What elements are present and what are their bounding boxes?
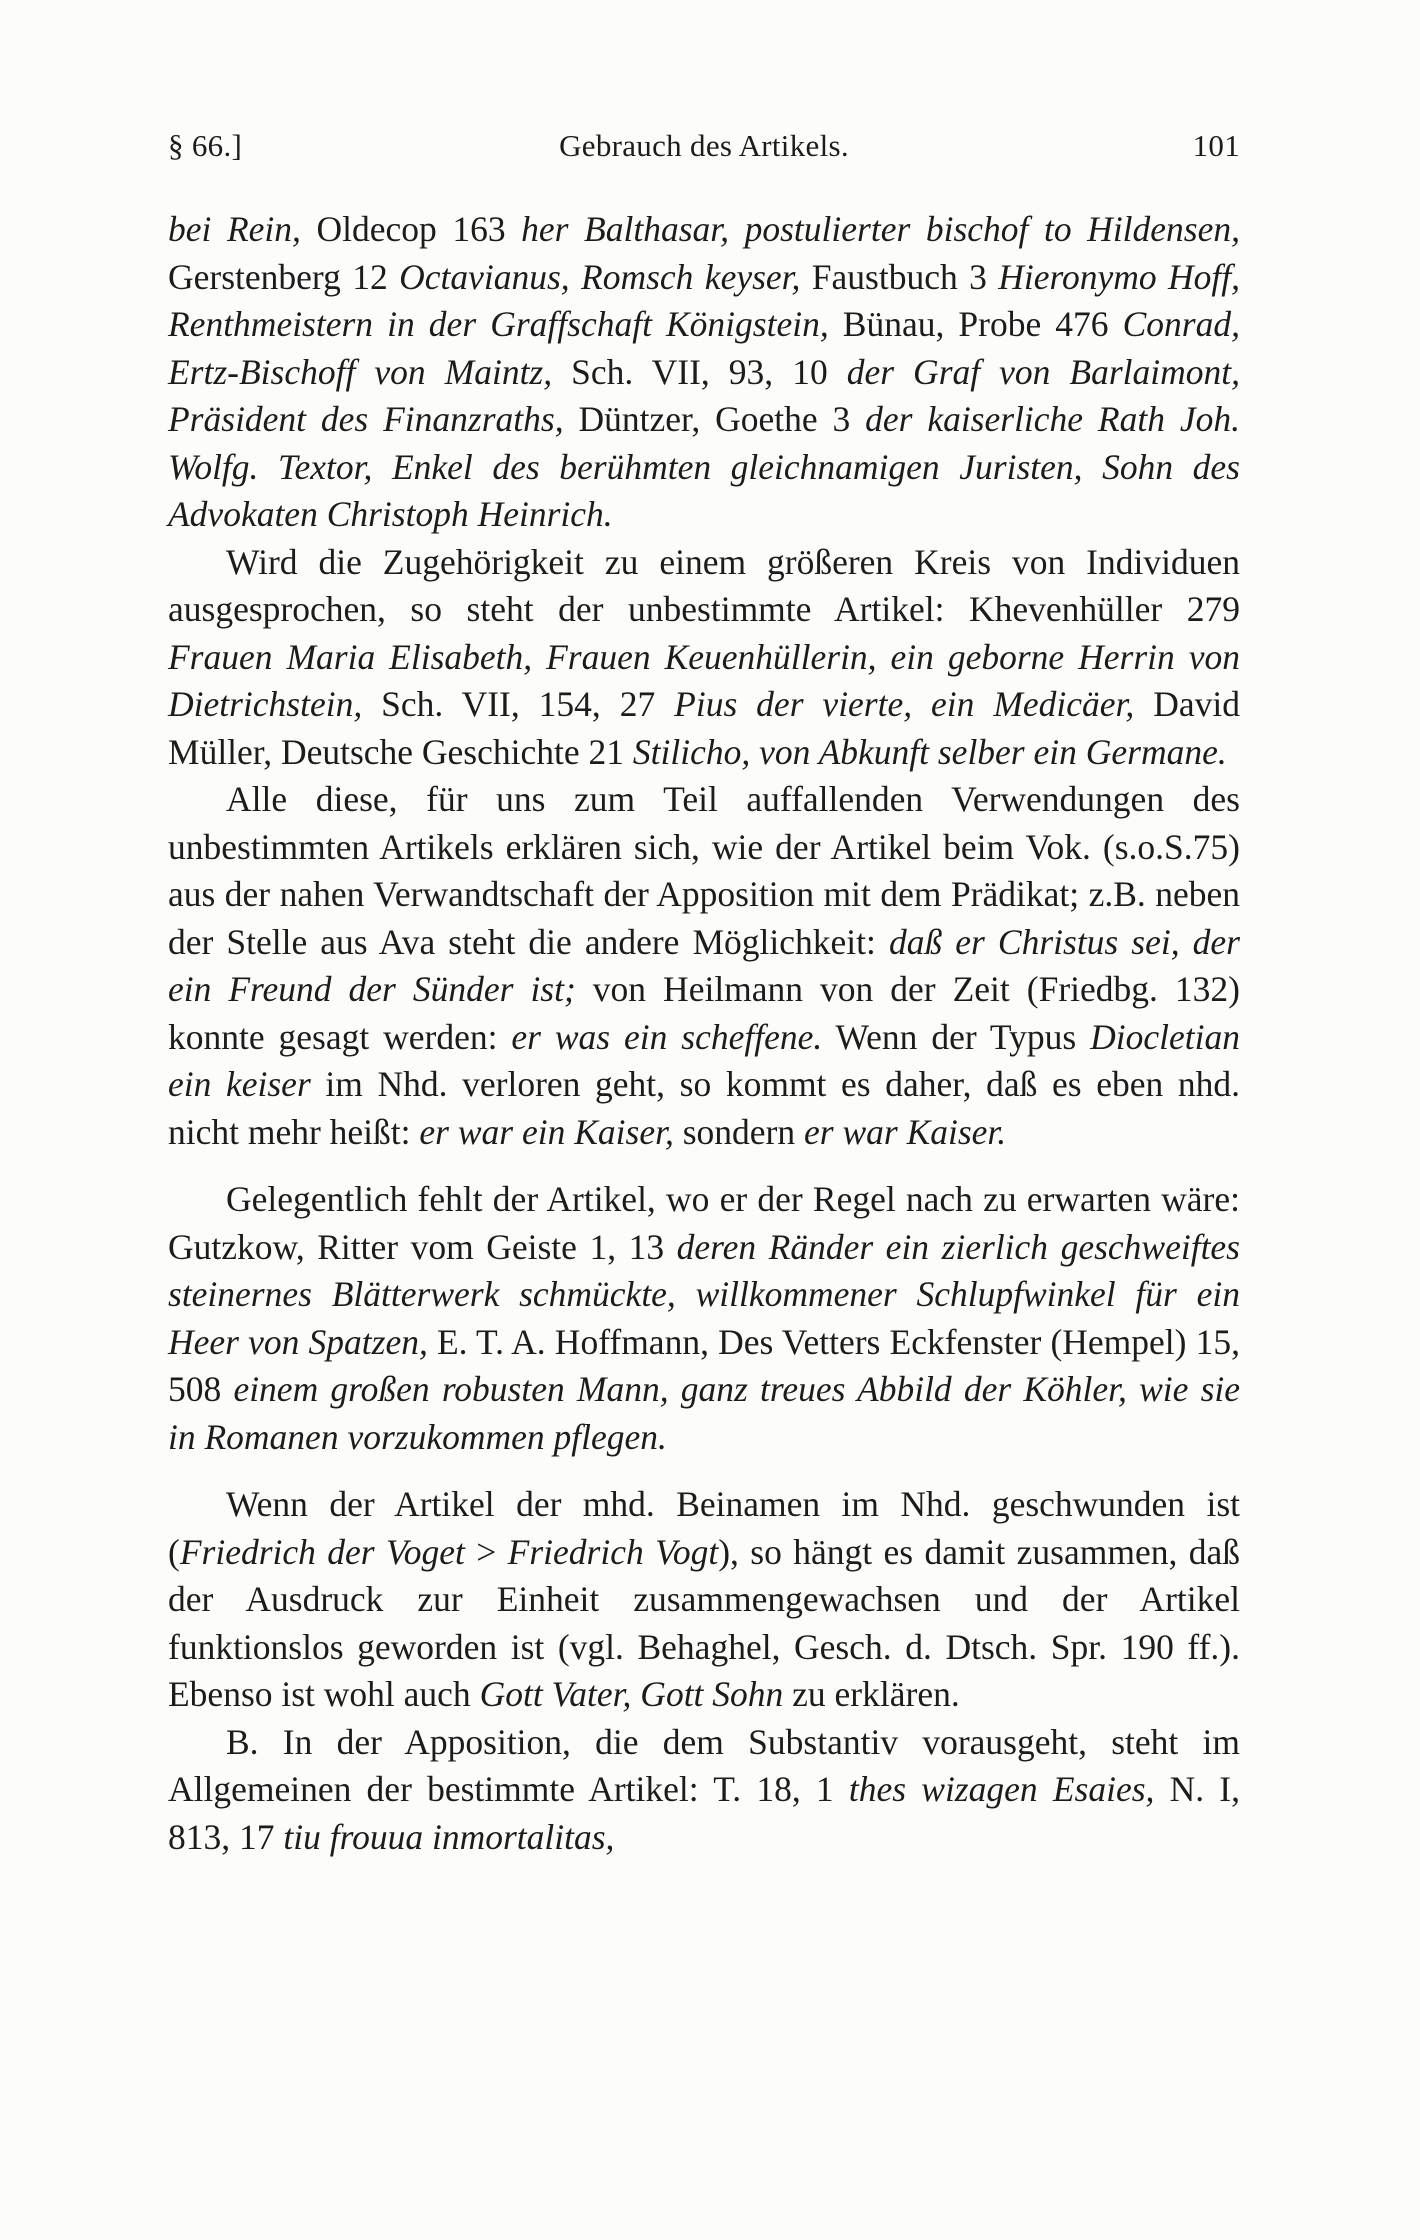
body-text	[168, 206, 1240, 1861]
running-head	[168, 128, 1240, 184]
text-run: Düntzer, Goethe 3	[563, 399, 866, 439]
text-run: Sch. VII, 93, 10	[552, 351, 847, 392]
italic-quotation: bei Rein,	[168, 209, 301, 249]
text-run: Gelegentlich fehlt der Artikel, wo er der Regel nach zu erwarten wäre: Gutzkow, Ritter vom Geiste 1, 13	[168, 1179, 1240, 1267]
italic-quotation: tiu frouua inmortalitas,	[283, 1816, 615, 1857]
italic-quotation: Octavianus, Romsch keyser,	[399, 256, 801, 297]
italic-quotation: er war ein Kaiser,	[419, 1111, 674, 1152]
italic-quotation: der kaiserliche Rath Joh. Wolfg. Textor, Enkel des berühmten gleichnamigen Juristen, Sohn des Advokaten Christoph Heinrich.	[168, 399, 1240, 534]
italic-quotation: thes wizagen Esaies,	[848, 1769, 1155, 1809]
italic-quotation: Frauen Maria Elisabeth, Frauen Keuenhüllerin, ein geborne Herrin von Dietrichstein,	[168, 636, 1240, 724]
text-run: Faustbuch 3	[800, 256, 999, 297]
paragraph	[168, 1719, 1240, 1862]
italic-quotation: er war Kaiser.	[804, 1111, 1007, 1152]
italic-quotation: der Graf von Barlaimont, Präsident des Finanzraths,	[168, 351, 1241, 439]
italic-quotation: Stilicho, von Abkunft selber ein Germane.	[632, 731, 1227, 772]
paragraph	[168, 206, 1240, 539]
italic-quotation: einem großen robusten Mann, ganz treues Abbild der Köhler, wie sie in Romanen vorzukommen pflegen.	[168, 1369, 1241, 1457]
text-run: im Nhd. verloren geht, so kommt es daher, daß es eben nhd. nicht mehr heißt:	[168, 1064, 1240, 1152]
italic-quotation: her Balthasar, postulierter bischof to Hildensen,	[521, 209, 1240, 249]
italic-quotation: deren Ränder ein zierlich geschweiftes steinernes Blätterwerk schmückte, willkommener Schlupfwinkel für ein Heer von Spatzen,	[168, 1226, 1241, 1362]
italic-quotation: Hieronymo Hoff, Renthmeistern in der Graffschaft Königstein,	[168, 256, 1240, 344]
italic-quotation: Friedrich der Voget	[179, 1531, 465, 1572]
text-run: Sch. VII, 154, 27	[362, 684, 675, 724]
italic-quotation: Gott Vater, Gott Sohn	[479, 1674, 784, 1714]
paragraph	[168, 1176, 1240, 1461]
text-run: von Heilmann von der Zeit (Friedbg. 132) konnte gesagt werden:	[168, 969, 1240, 1057]
running-title: Gebrauch des Artikels.	[559, 128, 849, 163]
section-reference: § 66.]	[168, 128, 243, 163]
italic-quotation: Diocletian ein keiser	[168, 1016, 1240, 1104]
text-run: Wenn der Typus	[822, 1016, 1091, 1057]
text-run: Oldecop 163	[300, 209, 522, 249]
italic-quotation: Conrad, Ertz-Bischoff von Maintz,	[168, 304, 1240, 392]
italic-quotation: Friedrich Vogt	[507, 1531, 719, 1572]
text-run: E. T. A. Hoffmann, Des Vetters Eckfenster (Hempel) 15, 508	[168, 1321, 1240, 1409]
text-run: Alle diese, für uns zum Teil auffallenden Verwendungen des unbestimmten Artikels erklären sich, wie der Artikel beim Vok. (s.o.S.75) aus der nahen Verwandtschaft der Apposition mit dem Prädikat; z.B. neben der Stelle aus Ava steht die andere Möglichkeit:	[168, 779, 1240, 962]
text-run: N. I, 813, 17	[168, 1769, 1241, 1857]
italic-quotation: daß er Christus sei, der ein Freund der Sünder ist;	[168, 921, 1241, 1009]
paragraph	[168, 1481, 1240, 1719]
book-page	[168, 128, 1240, 1861]
text-run: ), so hängt es damit zusammen, daß der Ausdruck zur Einheit zusammengewachsen und der Artikel funktionslos geworden ist (vgl. Behaghel, Gesch. d. Dtsch. Spr. 190 ff.). Ebenso ist wohl auch	[168, 1531, 1240, 1714]
italic-quotation: Pius der vierte, ein Medicäer,	[674, 684, 1135, 724]
text-run: Wird die Zugehörigkeit zu einem größeren Kreis von Individuen ausgesprochen, so steht der unbestimmte Artikel: Khevenhüller 279	[168, 541, 1240, 629]
text-run: Gerstenberg 12	[168, 256, 400, 297]
italic-quotation: er was ein scheffene.	[511, 1016, 823, 1057]
paragraph	[168, 776, 1240, 1156]
text-run: Bünau, Probe 476	[828, 304, 1123, 344]
text-run: >	[464, 1531, 508, 1572]
paragraph	[168, 539, 1240, 777]
text-run: B. In der Apposition, die dem Substantiv vorausgeht, steht im Allgemeinen der bestimmte Artikel: T. 18, 1	[168, 1721, 1240, 1809]
text-run: David Müller, Deutsche Geschichte 21	[168, 684, 1240, 772]
text-run: sondern	[673, 1111, 804, 1152]
page-number: 101	[1192, 128, 1240, 163]
text-run: zu erklären.	[783, 1674, 960, 1714]
text-run: Wenn der Artikel der mhd. Beinamen im Nhd. geschwunden ist (	[168, 1484, 1240, 1572]
